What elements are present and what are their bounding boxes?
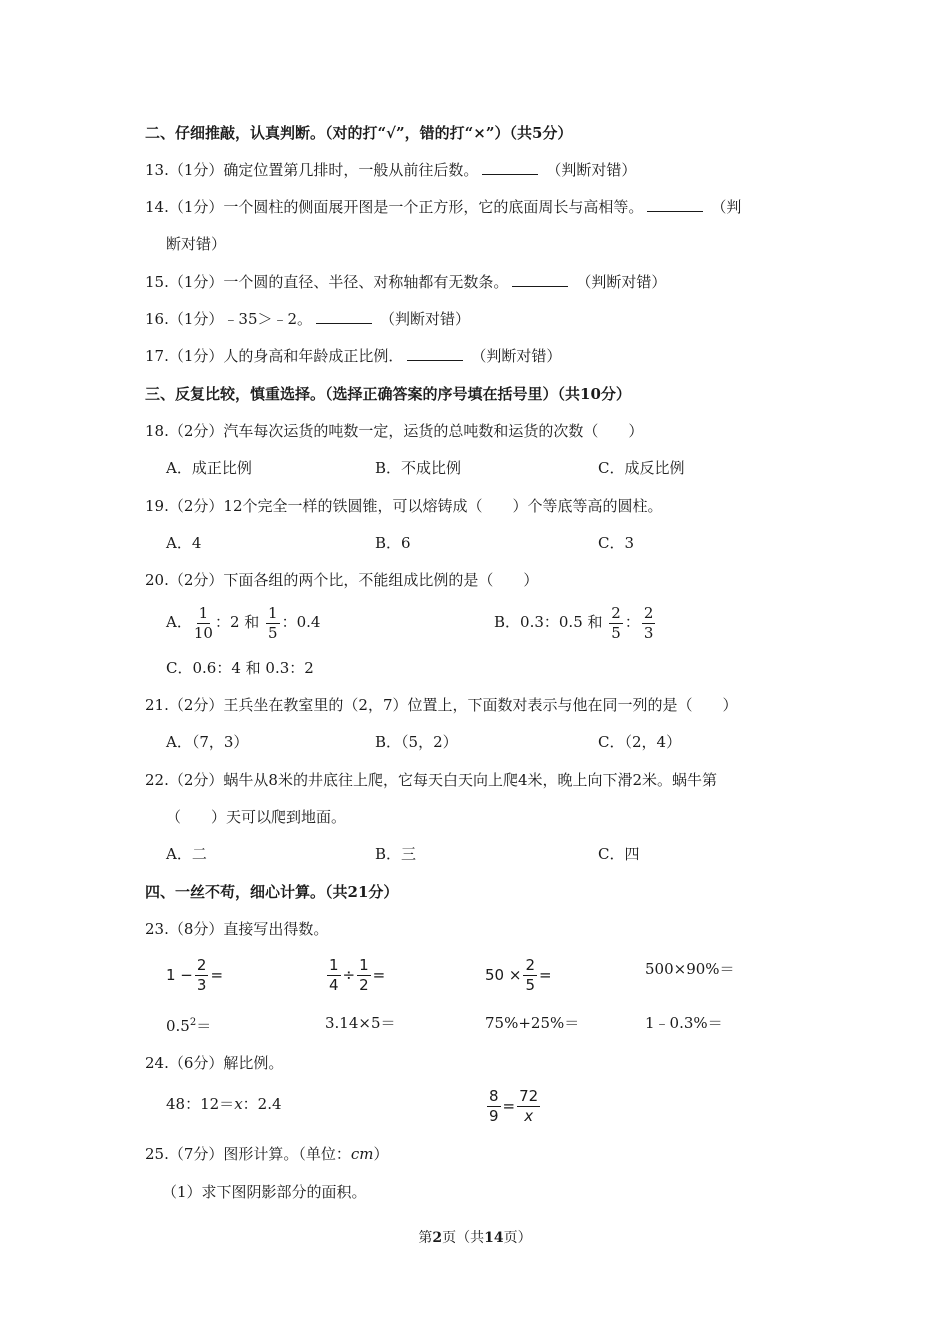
question-15 [145,271,666,293]
proportion-2 [485,1088,542,1124]
question-14 [145,196,741,218]
question-22: 22.（2分）蜗牛从8米的井底往上爬，它每天白天向上爬4米，晚上向下滑2米。蜗牛第 [145,771,718,789]
question-14-text: 14.（1分）一个圆柱的侧面展开图是一个正方形，它的底面周长与高相等。 [145,198,644,216]
question-25-part-1: （1）求下图阴影部分的面积。 [162,1183,367,1201]
fraction-1-2 [357,958,371,993]
denominator: 3 [196,976,207,994]
question-16 [145,308,470,330]
unit-cm: cm [350,1145,374,1163]
fraction-2-5 [523,958,537,993]
question-21: 21.（2分）王兵坐在教室里的（2，7）位置上，下面数对表示与他在同一列的是（ ） [145,696,738,714]
numerator: 2 [525,956,535,974]
option-19-c[interactable]: C．3 [598,534,635,552]
question-22-continued: （ ）天可以爬到地面。 [166,808,347,826]
answer-blank-16[interactable] [316,309,372,324]
option-18-b[interactable]: B．不成比例 [375,459,462,477]
option-20-c[interactable]: C．0.6：4 和 0.3：2 [166,659,314,677]
expression-3 [485,957,552,993]
numerator: 1 [268,603,278,622]
question-17-text: 17.（1分）人的身高和年龄成正比例． [145,347,404,365]
numerator: 1 [359,956,369,974]
numerator: 8 [489,1087,499,1105]
option-19-a[interactable]: A．4 [166,534,202,552]
numerator: 1 [329,956,339,974]
denominator: 5 [268,623,278,642]
expression-7: 75%+25%＝ [485,1014,580,1032]
footer-prefix: 第 [418,1230,433,1246]
expr-1-eq: = [210,966,224,984]
numerator: 2 [611,603,621,622]
option-18-c[interactable]: C．成反比例 [598,459,685,477]
answer-blank-13[interactable] [482,160,538,175]
fraction-72-x [517,1089,540,1124]
expression-5 [166,1012,211,1037]
expression-4: 500×90%＝ [645,960,735,978]
numerator: 2 [196,956,207,974]
fraction-8-9 [487,1089,501,1124]
question-20: 20.（2分）下面各组的两个比，不能组成比例的是（ ） [145,571,539,589]
denominator: 5 [611,623,621,642]
question-14-continued: 断对错） [166,235,227,253]
footer-middle: 页（共 [442,1230,485,1246]
variable-x: x [234,1095,243,1113]
option-20-a-label: A． [166,613,192,631]
denominator: 9 [489,1107,499,1125]
question-14-tail: （判 [711,198,742,216]
section-4-title: 四、一丝不苟，细心计算。（共21分） [145,883,399,901]
question-24: 24.（6分）解比例。 [145,1054,284,1072]
expr-2-op: ÷ [342,966,356,984]
expr-5-exponent: 2 [189,1017,197,1028]
question-16-text: 16.（1分）﹣35＞﹣2。 [145,310,313,328]
question-13 [145,159,636,181]
question-15-tail: （判断对错） [576,273,667,291]
numerator: 72 [519,1087,539,1105]
denominator: 5 [525,976,535,994]
expression-1 [166,957,223,993]
expression-6: 3.14×5＝ [325,1014,396,1032]
option-21-a[interactable]: A．（7，3） [166,733,249,751]
question-17 [145,345,561,367]
fraction-2-3 [195,958,209,993]
expr-3-eq: = [538,966,552,984]
question-16-tail: （判断对错） [380,310,471,328]
answer-blank-14[interactable] [647,197,703,212]
page-number: 2 [432,1230,443,1246]
question-25 [145,1143,389,1165]
denominator: x [524,1107,534,1125]
question-23: 23.（8分）直接写出得数。 [145,920,329,938]
denominator: 3 [643,623,654,642]
numerator: 1 [198,603,209,622]
option-18-a[interactable]: A．成正比例 [166,459,252,477]
option-22-a[interactable]: A．二 [166,845,207,863]
question-15-text: 15.（1分）一个圆的直径、半径、对称轴都有无数条。 [145,273,509,291]
numerator: 2 [643,603,654,622]
expr-3-lhs: 50 × [485,966,522,984]
option-22-c[interactable]: C．四 [598,845,640,863]
question-25-close: ） [373,1145,389,1163]
option-20-b[interactable] [494,604,657,641]
section-2-title: 二、仔细推敲，认真判断。（对的打“√”，错的打“×”）（共5分） [145,124,573,142]
option-20-a-end: ：0.4 [281,613,321,631]
proportion-2-eq: = [502,1097,516,1115]
answer-blank-17[interactable] [407,346,463,361]
question-19: 19.（2分）12个完全一样的铁圆锥，可以熔铸成（ ）个等底等高的圆柱。 [145,497,663,515]
option-20-b-colon: ： [624,613,640,631]
option-20-a-mid: ：2 和 [214,613,260,631]
expr-5-eq: ＝ [196,1017,212,1035]
question-25-text: 25.（7分）图形计算。（单位： [145,1145,351,1163]
page-total: 14 [484,1230,504,1246]
proportion-1-a: 48：12＝ [166,1095,235,1113]
question-18: 18.（2分）汽车每次运货的吨数一定，运货的总吨数和运货的次数（ ） [145,422,644,440]
option-21-c[interactable]: C．（2，4） [598,733,682,751]
denominator: 2 [359,976,369,994]
fraction-2-3 [642,603,656,642]
expression-8: 1﹣0.3%＝ [645,1014,723,1032]
expr-5-base: 0.5 [166,1017,190,1035]
proportion-1 [166,1093,282,1115]
fraction-1-5 [266,603,280,642]
fraction-1-4 [327,958,341,993]
denominator: 4 [329,976,339,994]
option-20-a[interactable] [166,604,320,641]
option-21-b[interactable]: B．（5，2） [375,733,458,751]
proportion-1-b: ：2.4 [242,1095,282,1113]
option-20-b-label: B．0.3：0.5 和 [494,613,603,631]
denominator: 10 [193,623,213,642]
option-19-b[interactable]: B．6 [375,534,411,552]
fraction-1-10 [193,603,213,642]
section-3-title: 三、反复比较，慎重选择。（选择正确答案的序号填在括号里）（共10分） [145,385,631,403]
question-13-text: 13.（1分）确定位置第几排时，一般从前往后数。 [145,161,479,179]
page-footer [0,1227,950,1247]
expr-2-eq: = [372,966,386,984]
expr-1-lhs: 1 − [166,966,193,984]
fraction-2-5 [609,603,623,642]
option-22-b[interactable]: B．三 [375,845,417,863]
question-17-tail: （判断对错） [471,347,562,365]
question-13-tail: （判断对错） [546,161,637,179]
answer-blank-15[interactable] [512,272,568,287]
footer-suffix: 页） [503,1230,532,1246]
expression-2 [325,957,385,993]
